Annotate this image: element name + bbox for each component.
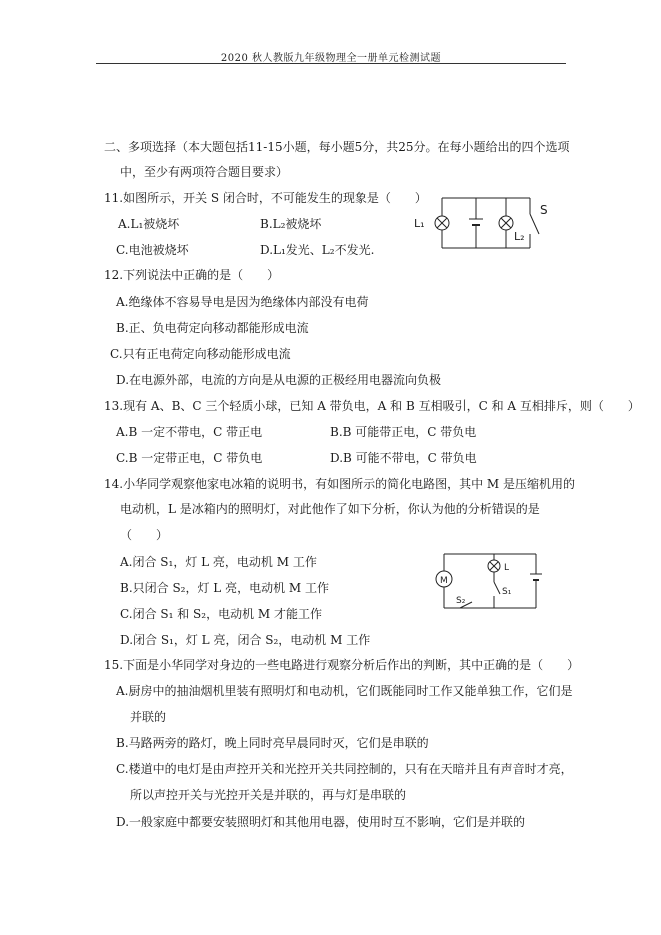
q14-option-c: C.闭合 S₁ 和 S₂，电动机 M 才能工作 [120, 607, 322, 621]
q15-option-c-line1: C.楼道中的电灯是由声控开关和光控开关共同控制的，只有在天暗并且有声音时才亮， [116, 762, 573, 776]
q14-stem-line3: （ ） [120, 528, 169, 542]
q11-stem: 11.如图所示，开关 S 闭合时，不可能发生的现象是（ ） [104, 191, 427, 205]
q12-option-b: B.正、负电荷定向移动都能形成电流 [116, 321, 309, 335]
q15-option-d: D.一般家庭中都要安装照明灯和其他用电器，使用时互不影响，它们是并联的 [116, 815, 526, 829]
section-title-line1: 二、多项选择（本大题包括11-15小题，每小题5分，共25分。在每小题给出的四个选项 [104, 140, 570, 154]
q12-stem: 12.下列说法中正确的是（ ） [104, 268, 280, 282]
q13-option-c: C.B 一定带正电，C 带负电 [116, 451, 263, 465]
q12-option-c: C.只有正电荷定向移动能形成电流 [110, 347, 291, 361]
q11-option-a: A.L₁被烧坏 [118, 217, 180, 231]
q15-option-b: B.马路两旁的路灯，晚上同时亮早晨同时灭，它们是串联的 [116, 736, 429, 750]
q14-option-b: B.只闭合 S₂，灯 L 亮，电动机 M 工作 [120, 581, 329, 595]
q13-stem: 13.现有 A、B、C 三个轻质小球，已知 A 带负电，A 和 B 互相吸引，C 和 A 互相排斥，则（ ） [104, 399, 640, 413]
q13-option-a: A.B 一定不带电，C 带正电 [116, 425, 263, 439]
q11-circuit-diagram [412, 192, 562, 258]
q14-stem-line1: 14.小华同学观察他家电冰箱的说明书，有如图所示的简化电路图，其中 M 是压缩机用的 [104, 477, 576, 491]
q14-option-a: A.闭合 S₁，灯 L 亮，电动机 M 工作 [120, 555, 317, 569]
q14-fig-label-m: M [440, 576, 448, 586]
header-rule [96, 63, 566, 64]
page-header: 2020 秋人教版九年级物理全一册单元检测试题 [220, 53, 442, 64]
q14-fig-label-l: L [504, 563, 510, 573]
q15-stem: 15.下面是小华同学对身边的一些电路进行观察分析后作出的判断，其中正确的是（ ） [104, 658, 580, 672]
q11-fig-label-l2: L₂ [514, 230, 525, 243]
q14-circuit-diagram [432, 550, 548, 612]
q13-option-d: D.B 可能不带电，C 带负电 [330, 451, 477, 465]
q11-fig-label-s: S [540, 203, 548, 217]
q11-option-b: B.L₂被烧坏 [260, 217, 322, 231]
q11-fig-label-l1: L₁ [414, 217, 425, 230]
q13-option-b: B.B 可能带正电，C 带负电 [330, 425, 477, 439]
q15-option-a-line2: 并联的 [130, 710, 167, 724]
section-title-line2: 中，至少有两项符合题目要求） [120, 165, 289, 179]
q15-option-c-line2: 所以声控开关与光控开关是并联的，再与灯是串联的 [130, 788, 407, 802]
q12-option-d: D.在电源外部，电流的方向是从电源的正极经用电器流向负极 [116, 373, 442, 387]
q14-fig-label-s1: S₁ [502, 587, 512, 597]
q14-stem-line2: 电动机，L 是冰箱内的照明灯，对此他作了如下分析，你认为他的分析错误的是 [120, 502, 540, 516]
q14-option-d: D.闭合 S₁，灯 L 亮，闭合 S₂，电动机 M 工作 [120, 633, 371, 647]
q12-option-a: A.绝缘体不容易导电是因为绝缘体内部没有电荷 [116, 295, 369, 309]
q11-option-d: D.L₁发光、L₂不发光. [260, 243, 375, 257]
q15-option-a-line1: A.厨房中的抽油烟机里装有照明灯和电动机，它们既能同时工作又能单独工作，它们是 [116, 684, 573, 698]
q14-fig-label-s2: S₂ [456, 596, 466, 606]
q11-option-c: C.电池被烧坏 [116, 243, 189, 257]
